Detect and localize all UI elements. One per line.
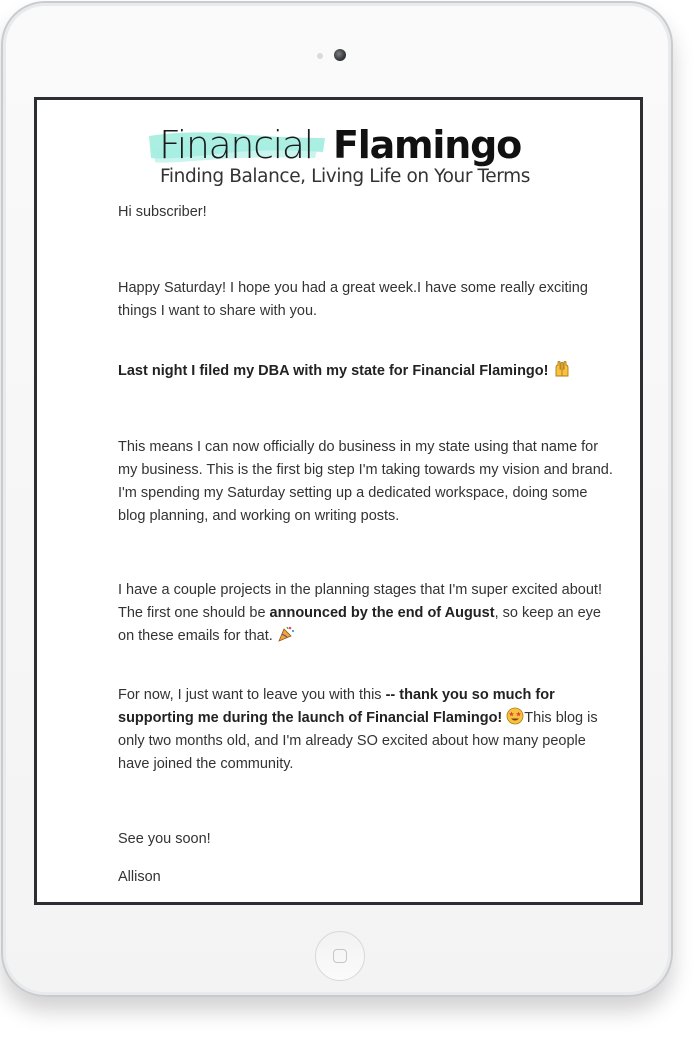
sensor-dot xyxy=(317,53,323,59)
logo-tagline: Finding Balance, Living Life on Your Terms xyxy=(160,166,531,187)
paragraph-intro: Happy Saturday! I hope you had a great week.I have some really exciting things I want to share with you. xyxy=(118,280,588,319)
projects-bold: announced by the end of August xyxy=(269,605,495,621)
party-popper-icon xyxy=(277,625,295,643)
email-screen xyxy=(34,97,643,905)
thanks-text-end: This blog is only two months old, and I'm already SO excited about how many people have joined the community. xyxy=(118,710,598,772)
logo-word-financial: Financial xyxy=(159,123,313,167)
home-button[interactable] xyxy=(315,931,365,981)
logo-word-flamingo: Flamingo xyxy=(333,123,522,167)
star-struck-icon xyxy=(506,707,524,725)
camera-icon xyxy=(334,49,346,61)
paragraph-thanks xyxy=(118,684,618,776)
paragraph-dba xyxy=(118,360,618,383)
greeting: Hi subscriber! xyxy=(118,204,207,220)
brand-logo xyxy=(147,118,567,190)
raising-hands-icon xyxy=(553,360,571,378)
projects-text-start: I have a couple projects in the planning stages that I'm super excited about! The first one should be xyxy=(118,582,602,621)
projects-text-end: , so keep an eye on these emails for that. xyxy=(118,605,601,644)
signature: Allison xyxy=(118,869,161,885)
dba-announcement: Last night I filed my DBA with my state for Financial Flamingo! xyxy=(118,363,549,379)
thanks-text-start: For now, I just want to leave you with this xyxy=(118,687,386,703)
paragraph-projects xyxy=(118,579,618,648)
paragraph-business: This means I can now officially do business in my state using that name for my business. This is the first big step I'm taking towards my vision and brand. I'm spending my Saturday setting up a dedicated workspace, doing some blog planning, and working on writing posts. xyxy=(118,439,613,524)
closing: See you soon! xyxy=(118,831,211,847)
home-square-icon xyxy=(333,949,347,963)
thanks-bold: -- thank you so much for supporting me during the launch of Financial Flamingo! xyxy=(118,687,555,726)
